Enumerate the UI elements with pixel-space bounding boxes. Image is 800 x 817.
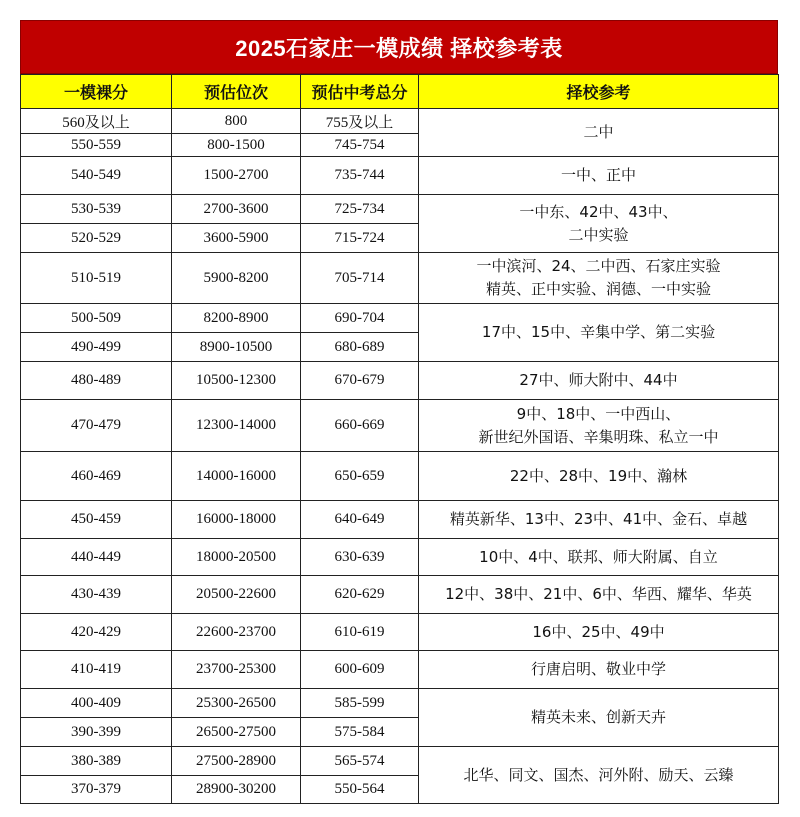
cell-total: 690-704 bbox=[301, 304, 419, 333]
cell-score: 400-409 bbox=[21, 689, 172, 718]
schools-line: 精英新华、13中、23中、41中、金石、卓越 bbox=[449, 510, 748, 528]
cell-rank: 3600-5900 bbox=[172, 224, 301, 253]
cell-rank: 28900-30200 bbox=[172, 776, 301, 804]
cell-total: 550-564 bbox=[301, 776, 419, 804]
header-row bbox=[21, 75, 779, 109]
cell-score: 480-489 bbox=[21, 362, 172, 400]
cell-rank: 8200-8900 bbox=[172, 304, 301, 333]
cell-total: 745-754 bbox=[301, 134, 419, 157]
cell-rank: 22600-23700 bbox=[172, 614, 301, 651]
table-row bbox=[21, 362, 779, 400]
cell-score: 470-479 bbox=[21, 400, 172, 452]
schools-line: 一中滨河、24、二中西、石家庄实验 bbox=[476, 257, 721, 275]
cell-total: 575-584 bbox=[301, 718, 419, 747]
schools-line: 一中东、42中、43中、 bbox=[519, 202, 678, 221]
cell-rank: 23700-25300 bbox=[172, 651, 301, 689]
cell-score: 540-549 bbox=[21, 157, 172, 195]
table-row bbox=[21, 109, 779, 134]
cell-total: 670-679 bbox=[301, 362, 419, 400]
schools-line: 10中、4中、联邦、师大附属、自立 bbox=[479, 547, 718, 566]
cell-score: 430-439 bbox=[21, 576, 172, 614]
cell-score: 410-419 bbox=[21, 651, 172, 689]
schools-line: 二中实验 bbox=[568, 225, 629, 244]
schools-line: 精英未来、创新天卉 bbox=[530, 708, 666, 726]
cell-schools bbox=[419, 689, 779, 747]
table-row bbox=[21, 651, 779, 689]
schools-line: 16中、25中、49中 bbox=[532, 622, 665, 641]
cell-score: 490-499 bbox=[21, 333, 172, 362]
cell-rank: 20500-22600 bbox=[172, 576, 301, 614]
cell-rank: 18000-20500 bbox=[172, 539, 301, 576]
cell-total: 755及以上 bbox=[301, 109, 419, 134]
reference-table bbox=[20, 74, 779, 804]
cell-rank: 1500-2700 bbox=[172, 157, 301, 195]
table-row bbox=[21, 576, 779, 614]
header-estimated-total: 预估中考总分 bbox=[301, 75, 419, 109]
cell-rank: 16000-18000 bbox=[172, 501, 301, 539]
table-row bbox=[21, 253, 779, 304]
cell-schools bbox=[419, 362, 779, 400]
cell-total: 640-649 bbox=[301, 501, 419, 539]
cell-schools bbox=[419, 109, 779, 157]
cell-total: 650-659 bbox=[301, 452, 419, 501]
cell-total: 715-724 bbox=[301, 224, 419, 253]
cell-total: 725-734 bbox=[301, 195, 419, 224]
cell-total: 600-609 bbox=[301, 651, 419, 689]
table-row bbox=[21, 747, 779, 776]
schools-line: 精英、正中实验、润德、一中实验 bbox=[485, 280, 711, 298]
cell-score: 440-449 bbox=[21, 539, 172, 576]
cell-score: 550-559 bbox=[21, 134, 172, 157]
cell-rank: 14000-16000 bbox=[172, 452, 301, 501]
cell-schools bbox=[419, 539, 779, 576]
cell-score: 560及以上 bbox=[21, 109, 172, 134]
cell-rank: 10500-12300 bbox=[172, 362, 301, 400]
cell-total: 705-714 bbox=[301, 253, 419, 304]
cell-rank: 2700-3600 bbox=[172, 195, 301, 224]
cell-score: 370-379 bbox=[21, 776, 172, 804]
cell-total: 565-574 bbox=[301, 747, 419, 776]
table-row bbox=[21, 400, 779, 452]
cell-score: 460-469 bbox=[21, 452, 172, 501]
cell-score: 390-399 bbox=[21, 718, 172, 747]
page-title: 2025石家庄一模成绩 择校参考表 bbox=[20, 20, 778, 74]
cell-schools bbox=[419, 452, 779, 501]
cell-rank: 8900-10500 bbox=[172, 333, 301, 362]
cell-schools bbox=[419, 576, 779, 614]
cell-score: 450-459 bbox=[21, 501, 172, 539]
table-row bbox=[21, 539, 779, 576]
schools-line: 17中、15中、辛集中学、第二实验 bbox=[481, 323, 716, 341]
table-row bbox=[21, 689, 779, 718]
schools-line: 22中、28中、19中、瀚林 bbox=[509, 466, 688, 485]
cell-score: 420-429 bbox=[21, 614, 172, 651]
cell-rank: 27500-28900 bbox=[172, 747, 301, 776]
cell-schools bbox=[419, 195, 779, 253]
cell-score: 530-539 bbox=[21, 195, 172, 224]
score-reference-sheet bbox=[20, 20, 778, 804]
table-row bbox=[21, 157, 779, 195]
cell-total: 630-639 bbox=[301, 539, 419, 576]
header-estimated-rank: 预估位次 bbox=[172, 75, 301, 109]
schools-line: 27中、师大附中、44中 bbox=[519, 371, 678, 389]
schools-line: 新世纪外国语、辛集明珠、私立一中 bbox=[478, 427, 719, 446]
schools-line: 北华、同文、国杰、河外附、励天、云臻 bbox=[463, 765, 734, 784]
cell-schools bbox=[419, 253, 779, 304]
schools-line: 行唐启明、敬业中学 bbox=[530, 660, 666, 678]
schools-line: 一中、正中 bbox=[560, 166, 636, 184]
cell-score: 500-509 bbox=[21, 304, 172, 333]
cell-schools bbox=[419, 304, 779, 362]
cell-total: 735-744 bbox=[301, 157, 419, 195]
schools-line: 9中、18中、一中西山、 bbox=[516, 404, 681, 423]
cell-rank: 26500-27500 bbox=[172, 718, 301, 747]
cell-schools bbox=[419, 501, 779, 539]
table-row bbox=[21, 501, 779, 539]
table-row bbox=[21, 452, 779, 501]
cell-rank: 12300-14000 bbox=[172, 400, 301, 452]
cell-schools bbox=[419, 400, 779, 452]
table-row bbox=[21, 614, 779, 651]
schools-line: 12中、38中、21中、6中、华西、耀华、华英 bbox=[445, 585, 752, 603]
cell-total: 660-669 bbox=[301, 400, 419, 452]
schools-line: 二中 bbox=[583, 123, 614, 141]
cell-score: 520-529 bbox=[21, 224, 172, 253]
cell-schools bbox=[419, 747, 779, 804]
table-row bbox=[21, 195, 779, 224]
cell-rank: 800 bbox=[172, 109, 301, 134]
cell-score: 510-519 bbox=[21, 253, 172, 304]
cell-schools bbox=[419, 614, 779, 651]
table-row bbox=[21, 304, 779, 333]
cell-score: 380-389 bbox=[21, 747, 172, 776]
cell-total: 680-689 bbox=[301, 333, 419, 362]
cell-rank: 5900-8200 bbox=[172, 253, 301, 304]
cell-total: 585-599 bbox=[301, 689, 419, 718]
cell-rank: 800-1500 bbox=[172, 134, 301, 157]
cell-schools bbox=[419, 157, 779, 195]
cell-schools bbox=[419, 651, 779, 689]
cell-total: 610-619 bbox=[301, 614, 419, 651]
header-school-reference: 择校参考 bbox=[419, 75, 779, 109]
cell-rank: 25300-26500 bbox=[172, 689, 301, 718]
cell-total: 620-629 bbox=[301, 576, 419, 614]
header-raw-score: 一模裸分 bbox=[21, 75, 172, 109]
